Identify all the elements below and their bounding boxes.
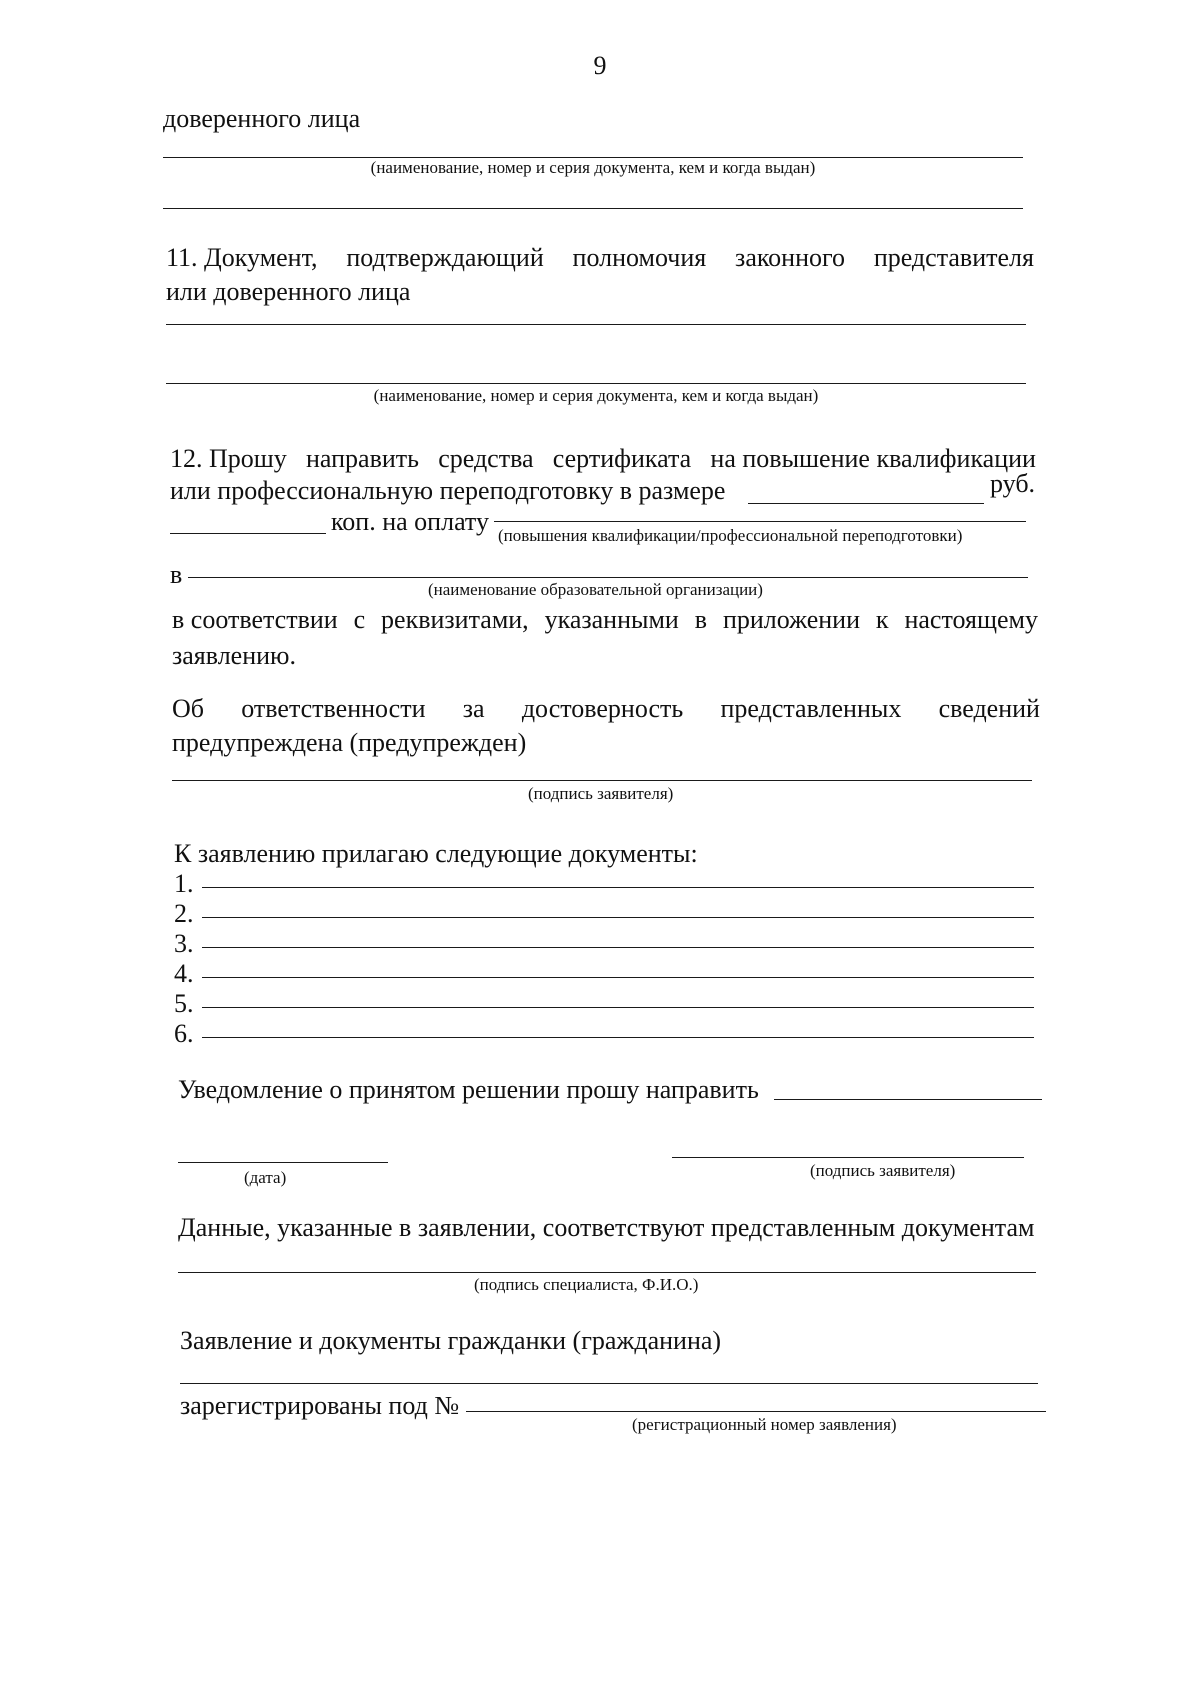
- educational-organization-field[interactable]: [188, 577, 1028, 578]
- attachment-field-5[interactable]: [202, 1007, 1034, 1008]
- item11-word: представителя: [873, 243, 1034, 272]
- responsibility-text: [172, 693, 1040, 725]
- item12-word: средства: [438, 444, 534, 473]
- attachment-field-6[interactable]: [202, 1037, 1034, 1038]
- attachment-number: 1.: [174, 869, 194, 898]
- specialist-signature-line[interactable]: [178, 1272, 1036, 1273]
- registration-text-line2: зарегистрированы под №: [180, 1391, 460, 1420]
- responsibility-word: ответственности: [241, 694, 426, 723]
- attachments-heading: К заявлению прилагаю следующие документы:: [174, 839, 698, 868]
- requisites-word: настоящему: [904, 605, 1038, 634]
- item12-line2: или профессиональную переподготовку в размере: [170, 476, 726, 505]
- attachment-number: 2.: [174, 899, 194, 928]
- item10-caption: (наименование, номер и серия документа, кем и когда выдан): [370, 158, 816, 177]
- requisites-line2: заявлению.: [172, 641, 296, 670]
- notification-text: Уведомление о принятом решении прошу направить: [178, 1075, 759, 1104]
- specialist-signature-caption: (подпись специалиста, Ф.И.О.): [474, 1275, 699, 1294]
- payment-purpose-caption: (повышения квалификации/профессиональной переподготовки): [498, 526, 963, 545]
- date-field[interactable]: [178, 1162, 388, 1163]
- item11-word: подтверждающий: [346, 243, 544, 272]
- attachment-field-4[interactable]: [202, 977, 1034, 978]
- responsibility-line2: предупреждена (предупрежден): [172, 728, 527, 757]
- requisites-text: [172, 604, 1038, 636]
- item11-fill-line-1[interactable]: [166, 324, 1026, 325]
- payment-purpose-field[interactable]: [494, 521, 1026, 522]
- item11-word: 11. Документ,: [166, 243, 318, 272]
- attachment-field-2[interactable]: [202, 917, 1034, 918]
- registration-text-line1: Заявление и документы гражданки (гражданина): [180, 1326, 722, 1355]
- item11-word: полномочия: [572, 243, 707, 272]
- verification-text: Данные, указанные в заявлении, соответствуют представленным документам: [178, 1213, 1035, 1242]
- responsibility-word: достоверность: [521, 694, 684, 723]
- requisites-word: в соответствии: [172, 605, 338, 634]
- applicant-signature-caption-2: (подпись заявителя): [810, 1161, 956, 1180]
- item12-heading: [170, 443, 1036, 475]
- requisites-word: указанными: [544, 605, 679, 634]
- applicant-signature-line-1[interactable]: [172, 780, 1032, 781]
- item11-line2: или доверенного лица: [166, 277, 411, 306]
- item12-word: на повышение квалификации: [710, 444, 1036, 473]
- requisites-word: реквизитами,: [381, 605, 529, 634]
- responsibility-word: сведений: [938, 694, 1040, 723]
- v-label: в: [170, 560, 183, 589]
- attachment-number: 6.: [174, 1019, 194, 1048]
- amount-kop-field[interactable]: [170, 533, 326, 534]
- requisites-word: в: [694, 605, 708, 634]
- attachment-number: 3.: [174, 929, 194, 958]
- item11-fill-line-2[interactable]: [166, 383, 1026, 384]
- educational-organization-caption: (наименование образовательной организации): [428, 580, 763, 599]
- attachment-number: 4.: [174, 959, 194, 988]
- item10-tail-text: доверенного лица: [163, 104, 361, 133]
- item11-heading: [166, 242, 1034, 274]
- attachment-field-1[interactable]: [202, 887, 1034, 888]
- attachment-number: 5.: [174, 989, 194, 1018]
- requisites-word: к: [875, 605, 889, 634]
- requisites-word: приложении: [722, 605, 861, 634]
- responsibility-word: за: [462, 694, 485, 723]
- rub-label: руб.: [990, 469, 1036, 498]
- responsibility-word: Об: [172, 694, 205, 723]
- responsibility-word: представленных: [720, 694, 902, 723]
- item11-word: законного: [735, 243, 846, 272]
- attachment-field-3[interactable]: [202, 947, 1034, 948]
- applicant-signature-line-2[interactable]: [672, 1157, 1024, 1158]
- requisites-word: с: [353, 605, 366, 634]
- date-caption: (дата): [244, 1168, 287, 1187]
- citizen-name-field[interactable]: [180, 1383, 1038, 1384]
- item12-word: сертификата: [552, 444, 692, 473]
- registration-number-field[interactable]: [466, 1411, 1046, 1412]
- applicant-signature-caption-1: (подпись заявителя): [528, 784, 674, 803]
- item10-fill-line-2[interactable]: [163, 208, 1023, 209]
- item11-caption: (наименование, номер и серия документа, кем и когда выдан): [373, 386, 819, 405]
- item12-word: 12. Прошу: [170, 444, 287, 473]
- kop-label: коп. на оплату: [331, 507, 489, 536]
- item12-word: направить: [306, 444, 419, 473]
- page-number: 9: [593, 51, 607, 80]
- amount-rub-field[interactable]: [748, 503, 984, 504]
- registration-number-caption: (регистрационный номер заявления): [632, 1415, 897, 1434]
- notification-method-field[interactable]: [774, 1099, 1042, 1100]
